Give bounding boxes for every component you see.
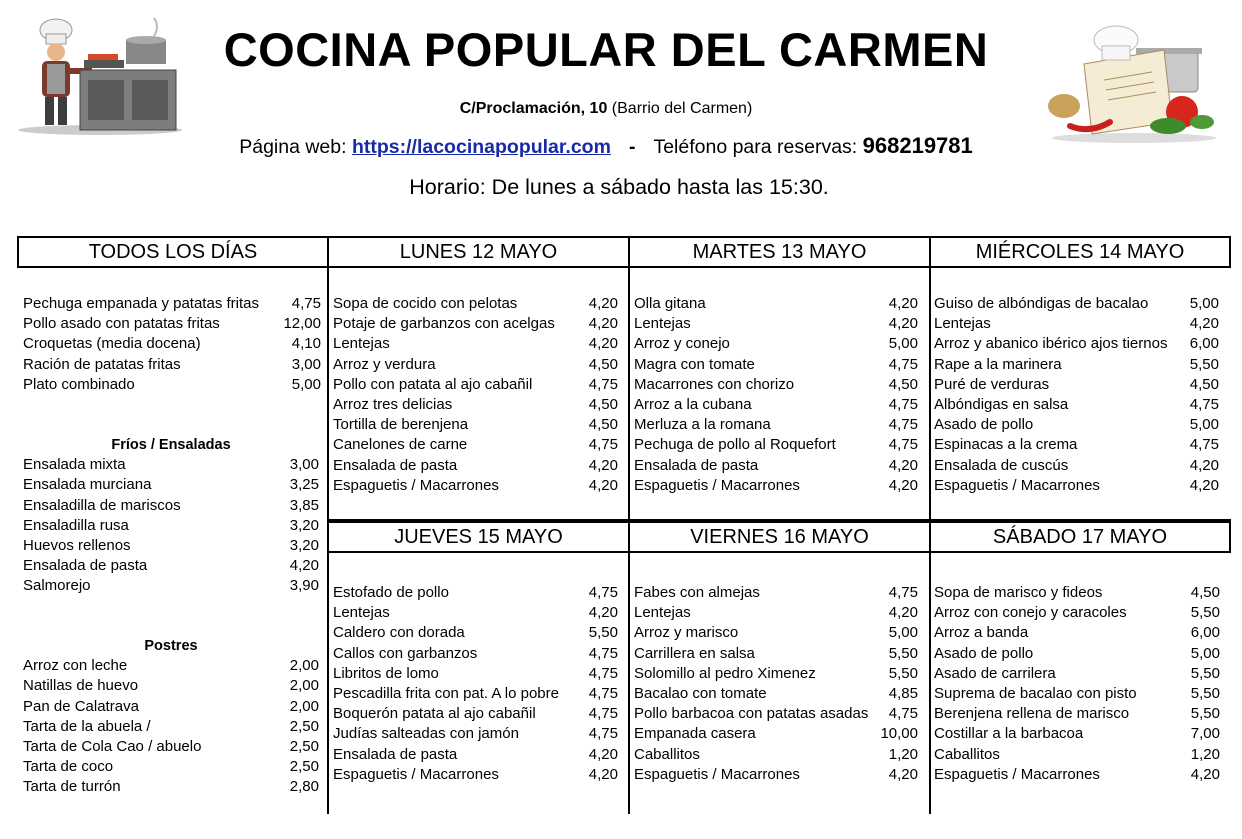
dish-name: Tortilla de berenjena (333, 416, 469, 434)
dish-price: 2,00 (289, 657, 319, 675)
menu-item (934, 375, 1219, 395)
dish-price: 6,00 (1190, 624, 1220, 642)
dish-name: Estofado de pollo (333, 584, 449, 601)
menu-item (634, 395, 918, 415)
menu-item (934, 294, 1219, 314)
menu-item (634, 456, 918, 476)
menu-item (934, 395, 1219, 415)
menu-item (23, 455, 319, 475)
menu-item (333, 623, 618, 643)
dish-name: Ensalada de cuscús (934, 456, 1069, 474)
menu-item (934, 724, 1220, 744)
menu-item (934, 476, 1219, 496)
menu-item (934, 334, 1219, 354)
dish-price: 5,50 (1190, 685, 1220, 703)
dish-price: 6,00 (1189, 335, 1219, 353)
dish-name: Tarta de turrón (23, 778, 121, 796)
menu-item (634, 583, 918, 603)
dish-price: 4,20 (588, 745, 618, 763)
menu-item (634, 415, 918, 435)
opening-hours: Horario: De lunes a sábado hasta las 15:30. (409, 175, 829, 199)
dish-name: Lentejas (333, 335, 390, 353)
web-label: Página web: (239, 136, 352, 158)
dish-price: 4,50 (1189, 375, 1219, 393)
dish-name: Sopa de cocido con pelotas (333, 295, 518, 312)
heading-day: LUNES 12 MAYO (327, 236, 630, 268)
dish-price: 4,75 (1189, 396, 1219, 414)
menu-item (934, 435, 1219, 455)
frios-list (23, 435, 319, 597)
dish-name: Bacalao con tomate (634, 685, 767, 703)
menu-item (333, 355, 618, 375)
dish-price: 3,85 (289, 496, 319, 514)
dish-price: 4,20 (888, 604, 918, 622)
column-divider (327, 236, 329, 814)
menu-item (333, 745, 618, 765)
dish-name: Pollo asado con patatas fritas (23, 315, 220, 333)
menu-item (333, 294, 618, 314)
dish-price: 4,20 (289, 557, 319, 575)
todos-main-list (23, 294, 321, 395)
menu-item (23, 576, 319, 596)
dish-price: 2,00 (289, 677, 319, 695)
column-divider (628, 236, 630, 814)
row-divider (327, 519, 1231, 521)
heading-day: MARTES 13 MAYO (628, 236, 931, 268)
dish-name: Arroz con leche (23, 657, 128, 675)
dish-price: 4,20 (1189, 315, 1219, 333)
day-menu-list (333, 294, 618, 496)
dish-name: Espaguetis / Macarrones (333, 476, 499, 494)
dish-price: 4,50 (588, 416, 618, 434)
dish-price: 4,75 (588, 725, 618, 743)
menu-item (634, 623, 918, 643)
dish-price: 4,50 (1190, 584, 1220, 601)
dish-name: Natillas de huevo (23, 677, 139, 695)
dish-price: 4,20 (588, 456, 618, 474)
dish-name: Rape a la marinera (934, 355, 1062, 373)
dish-name: Ensalada de pasta (23, 557, 148, 575)
dish-price: 4,20 (588, 604, 618, 622)
dish-price: 12,00 (283, 315, 321, 333)
dish-price: 2,50 (289, 738, 319, 756)
menu-item (634, 644, 918, 664)
dish-price: 5,50 (1189, 355, 1219, 373)
menu-item (634, 375, 918, 395)
menu-item (634, 765, 918, 785)
dish-price: 4,20 (588, 295, 618, 312)
menu-item (934, 644, 1220, 664)
menu-item (23, 475, 319, 495)
menu-item (333, 334, 618, 354)
menu-item (23, 737, 319, 757)
website-link[interactable]: https://lacocinapopular.com (351, 136, 611, 158)
phone-label: Teléfono para reservas: (653, 136, 863, 158)
menu-item (934, 704, 1220, 724)
dish-price: 4,75 (588, 685, 618, 703)
dish-name: Lentejas (634, 604, 691, 622)
dish-price: 4,75 (588, 436, 618, 454)
menu-item (934, 684, 1220, 704)
day-menu-list (634, 294, 918, 496)
menu-item (23, 656, 319, 676)
dish-name: Ensalada murciana (23, 476, 152, 494)
menu-item (634, 314, 918, 334)
section-title-postres: Postres (144, 638, 198, 654)
dish-name: Libritos de lomo (333, 664, 439, 682)
dish-name: Caldero con dorada (333, 624, 465, 642)
menu-item (23, 334, 321, 354)
menu-item (23, 777, 319, 797)
menu-item (934, 623, 1220, 643)
dish-price: 4,75 (888, 705, 918, 723)
menu-item (333, 644, 618, 664)
dish-name: Albóndigas en salsa (934, 396, 1069, 414)
dish-name: Macarrones con chorizo (634, 375, 795, 393)
dish-price: 4,20 (588, 335, 618, 353)
dish-price: 5,00 (888, 624, 918, 642)
menu-item (333, 435, 618, 455)
dish-name: Empanada casera (634, 725, 756, 743)
dish-price: 4,75 (888, 416, 918, 434)
dish-price: 4,20 (888, 765, 918, 783)
menu-item (634, 435, 918, 455)
dish-name: Arroz y conejo (634, 335, 730, 353)
dish-name: Huevos rellenos (23, 537, 131, 555)
heading-day: VIERNES 16 MAYO (628, 521, 931, 553)
dish-name: Espaguetis / Macarrones (634, 476, 800, 494)
dish-name: Merluza a la romana (634, 416, 771, 434)
dish-name: Ensalada mixta (23, 456, 126, 474)
dish-price: 4,75 (888, 396, 918, 414)
dish-price: 4,20 (588, 476, 618, 494)
menu-item (23, 496, 319, 516)
dish-name: Ensaladilla de mariscos (23, 496, 181, 514)
dish-price: 4,20 (588, 315, 618, 333)
dish-price: 7,00 (1190, 725, 1220, 743)
dish-name: Puré de verduras (934, 375, 1050, 393)
dish-name: Suprema de bacalao con pisto (934, 685, 1137, 703)
section-title-frios: Fríos / Ensaladas (111, 437, 231, 453)
dish-name: Plato combinado (23, 375, 135, 393)
menu-item (333, 583, 618, 603)
dish-price: 4,75 (588, 375, 618, 393)
dish-price: 3,90 (289, 577, 319, 595)
menu-item (23, 314, 321, 334)
menu-item (934, 355, 1219, 375)
dish-price: 3,20 (289, 537, 319, 555)
address-neighborhood: (Barrio del Carmen) (607, 100, 753, 117)
dish-price: 5,50 (888, 664, 918, 682)
dish-name: Asado de carrilera (934, 664, 1056, 682)
dish-price: 3,25 (289, 476, 319, 494)
menu-item (333, 765, 618, 785)
dish-name: Asado de pollo (934, 416, 1034, 434)
menu-item (634, 476, 918, 496)
menu-item (634, 334, 918, 354)
dish-name: Espaguetis / Macarrones (634, 765, 800, 783)
dish-name: Pollo con patata al ajo cabañil (333, 375, 533, 393)
menu-item (23, 516, 319, 536)
dish-name: Callos con garbanzos (333, 644, 478, 662)
dish-price: 4,10 (291, 335, 321, 353)
menu-item (333, 456, 618, 476)
dish-name: Arroz a la cubana (634, 396, 752, 414)
dish-name: Berenjena rellena de marisco (934, 705, 1130, 723)
dish-name: Tarta de la abuela / (23, 717, 151, 735)
dish-name: Pan de Calatrava (23, 697, 139, 715)
dish-name: Asado de pollo (934, 644, 1034, 662)
menu-item (333, 375, 618, 395)
dish-name: Ensalada de pasta (333, 745, 458, 763)
menu-item (634, 704, 918, 724)
dish-name: Caballitos (634, 745, 700, 763)
dish-name: Pollo barbacoa con patatas asadas (634, 705, 869, 723)
dish-name: Espaguetis / Macarrones (333, 765, 499, 783)
dish-price: 3,00 (291, 355, 321, 373)
dish-price: 2,80 (289, 778, 319, 796)
dish-name: Ensaladilla rusa (23, 516, 129, 534)
dish-name: Costillar a la barbacoa (934, 725, 1084, 743)
menu-item (333, 664, 618, 684)
dish-name: Ensalada de pasta (634, 456, 759, 474)
dish-price: 4,50 (588, 355, 618, 373)
day-menu-list (934, 583, 1220, 785)
dish-name: Salmorejo (23, 577, 91, 595)
dish-name: Arroz con conejo y caracoles (934, 604, 1127, 622)
dish-name: Olla gitana (634, 295, 706, 312)
menu-item (23, 757, 319, 777)
dish-name: Espaguetis / Macarrones (934, 476, 1100, 494)
dish-name: Magra con tomate (634, 355, 755, 373)
dish-price: 4,20 (588, 765, 618, 783)
dish-price: 5,00 (1189, 416, 1219, 434)
menu-item (634, 294, 918, 314)
dish-price: 5,50 (1190, 604, 1220, 622)
menu-item (333, 415, 618, 435)
dish-price: 4,20 (888, 456, 918, 474)
menu-item (934, 583, 1220, 603)
dish-price: 4,75 (588, 584, 618, 601)
menu-item (23, 355, 321, 375)
dish-price: 5,50 (588, 624, 618, 642)
menu-item (934, 765, 1220, 785)
dish-price: 4,75 (888, 436, 918, 454)
menu-item (634, 724, 918, 744)
menu-item (333, 684, 618, 704)
dish-price: 4,75 (588, 664, 618, 682)
menu-item (634, 745, 918, 765)
dish-name: Pechuga empanada y patatas fritas (23, 295, 259, 312)
dish-name: Potaje de garbanzos con acelgas (333, 315, 555, 333)
dish-name: Espaguetis / Macarrones (934, 765, 1100, 783)
heading-day: SÁBADO 17 MAYO (929, 521, 1231, 553)
dish-price: 2,50 (289, 758, 319, 776)
dish-price: 5,00 (1189, 295, 1219, 312)
dish-price: 4,75 (588, 705, 618, 723)
dish-name: Caballitos (934, 745, 1000, 763)
dish-name: Croquetas (media docena) (23, 335, 201, 353)
menu-item (934, 745, 1220, 765)
dish-price: 4,20 (888, 295, 918, 312)
contact-line (0, 133, 1212, 159)
dish-price: 4,75 (291, 295, 321, 312)
dish-price: 4,50 (888, 375, 918, 393)
day-menu-list (634, 583, 918, 785)
menu-item (23, 556, 319, 576)
menu-item (634, 603, 918, 623)
dish-price: 4,50 (588, 396, 618, 414)
dish-name: Ración de patatas fritas (23, 355, 181, 373)
dish-price: 2,50 (289, 717, 319, 735)
dish-price: 5,00 (888, 335, 918, 353)
column-divider (929, 236, 931, 814)
heading-day: JUEVES 15 MAYO (327, 521, 630, 553)
address-street: C/Proclamación, 10 (459, 100, 608, 117)
menu-item (333, 314, 618, 334)
day-menu-list (333, 583, 618, 785)
dish-price: 1,20 (888, 745, 918, 763)
menu-item (934, 314, 1219, 334)
dish-price: 4,75 (588, 644, 618, 662)
dish-name: Arroz y verdura (333, 355, 436, 373)
dish-price: 2,00 (289, 697, 319, 715)
menu-item (934, 456, 1219, 476)
dish-name: Sopa de marisco y fideos (934, 584, 1103, 601)
menu-item (23, 697, 319, 717)
dish-name: Guiso de albóndigas de bacalao (934, 295, 1149, 312)
menu-item (23, 717, 319, 737)
dish-name: Pechuga de pollo al Roquefort (634, 436, 836, 454)
contact-separator: - (628, 136, 636, 158)
menu-item (333, 704, 618, 724)
menu-item (634, 684, 918, 704)
menu-item (23, 294, 321, 314)
dish-price: 4,20 (888, 476, 918, 494)
dish-name: Fabes con almejas (634, 584, 760, 601)
menu-item (23, 676, 319, 696)
address (0, 100, 1212, 118)
dish-price: 4,20 (1189, 456, 1219, 474)
dish-price: 10,00 (880, 725, 918, 743)
dish-price: 1,20 (1190, 745, 1220, 763)
menu-item (333, 395, 618, 415)
dish-price: 5,00 (291, 375, 321, 393)
dish-price: 4,75 (888, 584, 918, 601)
menu-item (634, 664, 918, 684)
dish-name: Arroz y marisco (634, 624, 739, 642)
dish-name: Lentejas (934, 315, 991, 333)
dish-name: Solomillo al pedro Ximenez (634, 664, 816, 682)
day-menu-list (934, 294, 1219, 496)
menu-item (934, 664, 1220, 684)
postres-list (23, 636, 319, 798)
restaurant-title: COCINA POPULAR DEL CARMEN (223, 23, 989, 76)
dish-name: Arroz y abanico ibérico ajos tiernos (934, 335, 1168, 353)
dish-name: Canelones de carne (333, 436, 468, 454)
menu-item (333, 476, 618, 496)
dish-name: Arroz tres delicias (333, 396, 453, 414)
dish-price: 5,50 (1190, 664, 1220, 682)
menu-item (934, 415, 1219, 435)
dish-name: Judías salteadas con jamón (333, 725, 519, 743)
dish-price: 4,20 (888, 315, 918, 333)
dish-price: 5,00 (1190, 644, 1220, 662)
dish-name: Tarta de Cola Cao / abuelo (23, 738, 202, 756)
dish-name: Boquerón patata al ajo cabañil (333, 705, 536, 723)
heading-day: MIÉRCOLES 14 MAYO (929, 236, 1231, 268)
dish-price: 4,75 (1189, 436, 1219, 454)
dish-name: Carrillera en salsa (634, 644, 755, 662)
dish-name: Espinacas a la crema (934, 436, 1078, 454)
dish-price: 4,20 (1190, 765, 1220, 783)
menu-item (634, 355, 918, 375)
dish-name: Arroz a banda (934, 624, 1029, 642)
dish-price: 5,50 (888, 644, 918, 662)
menu-item (934, 603, 1220, 623)
menu-item (23, 536, 319, 556)
dish-price: 4,75 (888, 355, 918, 373)
dish-price: 4,85 (888, 685, 918, 703)
dish-name: Ensalada de pasta (333, 456, 458, 474)
menu-item (333, 603, 618, 623)
dish-price: 4,20 (1189, 476, 1219, 494)
dish-price: 3,20 (289, 516, 319, 534)
menu-item (333, 724, 618, 744)
dish-name: Lentejas (634, 315, 691, 333)
phone-number: 968219781 (862, 133, 973, 158)
dish-name: Pescadilla frita con pat. A lo pobre (333, 685, 559, 703)
heading-todos: TODOS LOS DÍAS (17, 236, 329, 268)
dish-price: 3,00 (289, 456, 319, 474)
menu-item (23, 375, 321, 395)
dish-name: Lentejas (333, 604, 390, 622)
dish-price: 5,50 (1190, 705, 1220, 723)
dish-name: Tarta de coco (23, 758, 114, 776)
